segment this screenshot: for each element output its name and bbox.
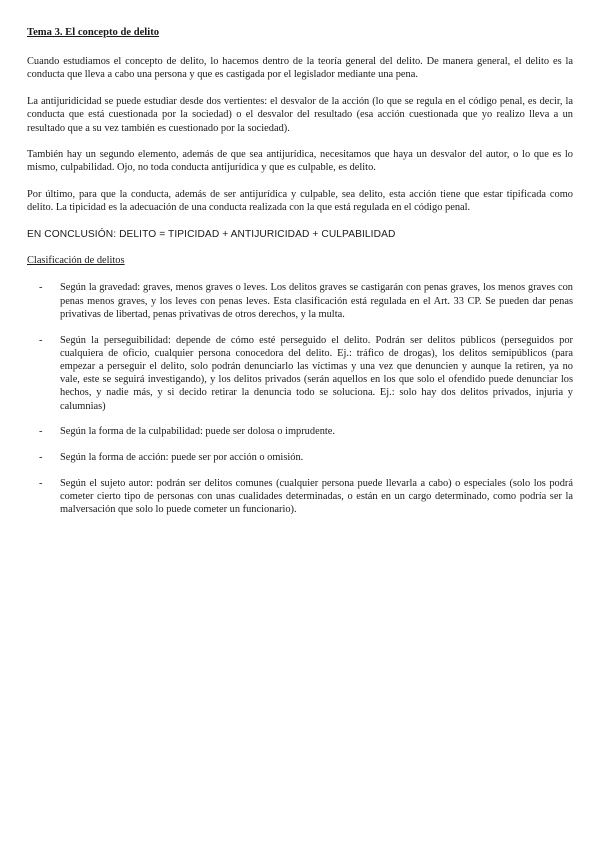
list-item <box>27 451 573 464</box>
list-item <box>27 281 573 321</box>
list-item <box>27 334 573 413</box>
paragraph-intro: Cuando estudiamos el concepto de delito, lo hacemos dentro de la teoría general del delito. De manera general, el delito es la conducta que lleva a cabo una persona y que es castigada por el legislador mediante una pena. <box>27 56 573 81</box>
bullet-dash: - <box>39 426 43 438</box>
document-page <box>27 26 573 529</box>
bullet-dash: - <box>39 477 43 489</box>
list-item-text: Según la perseguibilidad: depende de cómo esté perseguido el delito. Podrán ser delitos públicos (perseguidos por cualquiera de oficio, cualquier persona conocedora del delito. Ej.: tráfico de drogas), los delitos semipúblicos (para empezar a perseguir el delito, solo podrán denunciarlo las víctimas y una vez que denuncien y aunque la retiren, ya no vale, este se seguirá investigando), y los delitos privados (serán aquellos en los que solo el ofendido puede denunciar los hechos, y nadie más, y si decido retirar la denuncia todo se soluciona. Ej.: solo hay dos delitos privados, injuria y calumnias) <box>60 334 573 412</box>
conclusion-line: EN CONCLUSIÓN: DELITO = TIPICIDAD + ANTIJURICIDAD + CULPABILIDAD <box>27 229 396 241</box>
list-item <box>27 477 573 517</box>
classification-list <box>27 281 573 516</box>
bullet-dash: - <box>39 451 43 463</box>
section-heading: Clasificación de delitos <box>27 255 125 267</box>
list-item-text: Según el sujeto autor: podrán ser delitos comunes (cualquier persona puede llevarla a cabo) o especiales (solo los podrá cometer cierto tipo de personas con unas cualidades determinadas, o están en un cargo determinado, como podría ser la malversación que solo lo puede cometer un funcionario). <box>60 477 573 516</box>
list-item-text: Según la gravedad: graves, menos graves o leves. Los delitos graves se castigarán con penas graves, los menos graves con penas menos graves, y los leves con penas leves. Esta clasificación está regulada en el Art. 33 CP. Se pueden dar penas privativas de libertad, penas privativas de otros derechos, y la multa. <box>60 282 573 320</box>
list-item <box>27 425 573 438</box>
paragraph-culpabilidad: También hay un segundo elemento, además de que sea antijurídica, necesitamos que haya un desvalor del autor, o lo que es lo mismo, culpabilidad. Ojo, no toda conducta antijurídica y que es culpable, es delito. <box>27 149 573 174</box>
bullet-dash: - <box>39 334 43 346</box>
bullet-dash: - <box>39 282 43 294</box>
paragraph-antijuridicidad: La antijuridicidad se puede estudiar desde dos vertientes: el desvalor de la acción (lo que se regula en el código penal, es decir, la conducta que está cuestionada por la sociedad) o el desvalor del resultado (esa acción cuestionada que yo realizo lleva a un resultado que a su vez también es cuestionado por la sociedad). <box>27 96 573 134</box>
paragraph-tipicidad: Por último, para que la conducta, además de ser antijurídica y culpable, sea delito, esta acción tiene que estar tipificada como delito. La tipicidad es la adecuación de una conducta realizada con la que está regulada en el código penal. <box>27 189 573 214</box>
document-title: Tema 3. El concepto de delito <box>27 27 160 38</box>
list-item-text: Según la forma de la culpabilidad: puede ser dolosa o imprudente. <box>60 426 335 438</box>
list-item-text: Según la forma de acción: puede ser por acción o omisión. <box>60 451 304 463</box>
